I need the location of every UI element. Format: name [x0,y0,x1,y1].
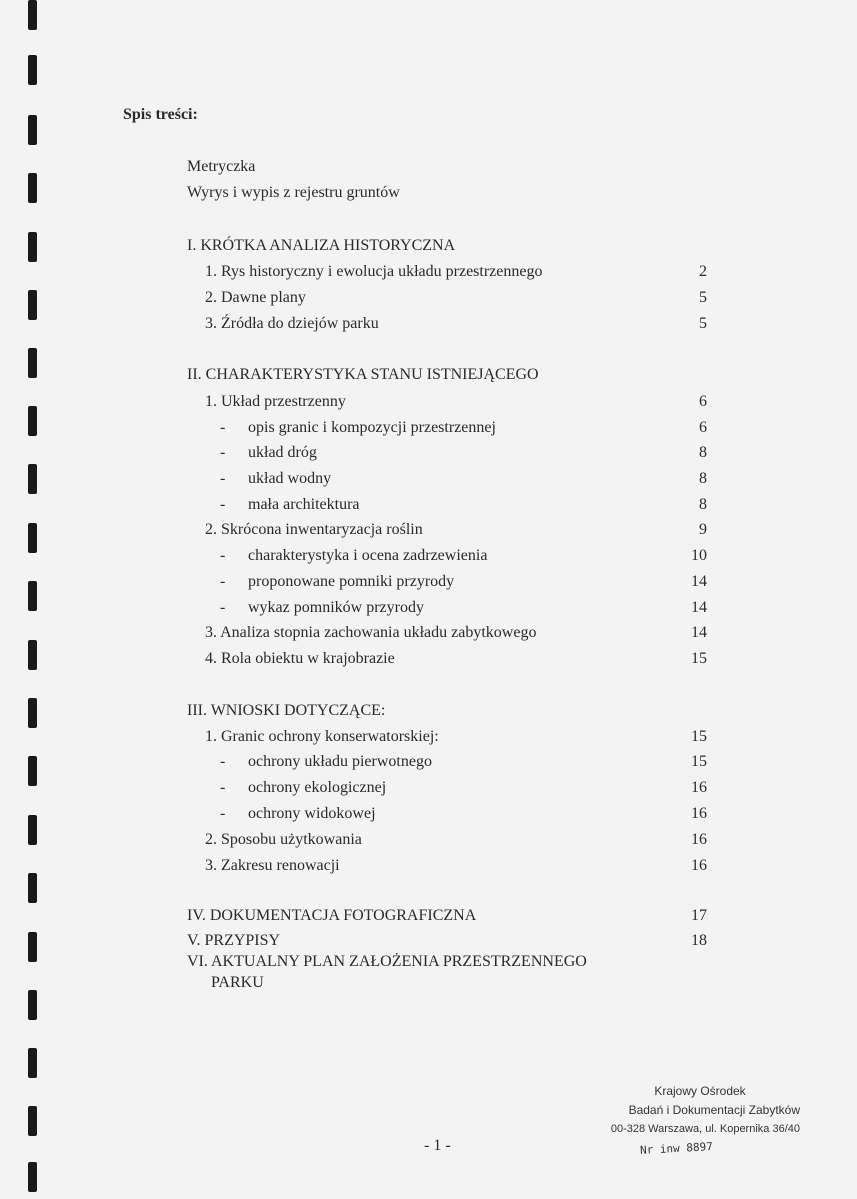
toc-entry [205,830,362,850]
toc-entry [220,778,386,798]
toc-entry-text: I. KRÓTKA ANALIZA HISTORYCZNA [187,237,456,254]
toc-page-number: 16 [691,831,707,848]
toc-entry-text: układ wodny [248,470,332,487]
toc-entry [220,804,376,824]
toc-entry [220,546,487,566]
toc-entry-text: ochrony ekologicznej [248,779,387,796]
toc-page-number: 18 [691,932,707,949]
toc-entry-text: proponowane pomniki przyrody [248,573,455,590]
toc-entry-text: 3. Zakresu renowacji [205,857,340,874]
toc-entry [220,598,424,618]
toc-page-number: 15 [691,650,707,667]
toc-entry [187,906,476,926]
bullet-dash: - [220,753,226,770]
toc-page-number: 17 [691,907,707,924]
stamp-line: Badań i Dokumentacji Zabytków [628,1103,800,1117]
toc-page-number: 5 [699,289,707,306]
binding-holes [28,0,40,1199]
toc-entry [187,952,587,972]
toc-entry-text: 3. Źródła do dziejów parku [205,315,379,332]
toc-entry [205,314,379,334]
bullet-dash: - [220,599,226,616]
toc-page-number: 8 [699,496,707,513]
toc-entry-text: PARKU [211,974,264,991]
intro-item: Wyrys i wypis z rejestru gruntów [187,184,400,201]
toc-entry-text: ochrony układu pierwotnego [248,753,432,770]
toc-entry [205,623,536,643]
bullet-dash: - [220,573,226,590]
toc-page-number: 2 [699,263,707,280]
toc-entry [220,752,432,772]
toc-entry-text: opis granic i kompozycji przestrzennej [248,419,496,436]
toc-page-number: 5 [699,315,707,332]
toc-entry-text: 1. Rys historyczny i ewolucja układu przestrzennego [205,263,543,280]
stamp-line: Krajowy Ośrodek [654,1084,746,1098]
toc-entry [220,572,454,592]
toc-entry-text: V. PRZYPISY [187,932,281,949]
bullet-dash: - [220,444,226,461]
toc-entry [187,236,455,256]
toc-entry-text: 2. Dawne plany [205,289,306,306]
bullet-dash: - [220,419,226,436]
toc-page-number: 14 [691,599,707,616]
toc-page-number: 15 [691,728,707,745]
toc-entry [205,392,346,412]
toc-page-number: 14 [691,573,707,590]
inventory-number: Nr inw 8897 [639,1140,714,1157]
toc-page-number: 6 [699,393,707,410]
toc-entry [205,856,340,876]
toc-entry [205,727,439,747]
toc-entry [187,365,539,385]
toc-entry [220,469,331,489]
toc-entry-text: 1. Układ przestrzenny [205,393,346,410]
toc-page-number: 10 [691,547,707,564]
toc-entry [205,288,306,308]
page-title: Spis treści: [123,106,198,123]
toc-entry [220,495,360,515]
bullet-dash: - [220,779,226,796]
toc-page-number: 16 [691,857,707,874]
toc-entry-text: 4. Rola obiektu w krajobrazie [205,650,395,667]
toc-page-number: 6 [699,419,707,436]
toc-entry-text: 2. Sposobu użytkowania [205,831,362,848]
bullet-dash: - [220,805,226,822]
toc-entry-text: III. WNIOSKI DOTYCZĄCE: [187,702,386,719]
toc-entry-text: 3. Analiza stopnia zachowania układu zabytkowego [205,624,537,641]
toc-entry [220,418,496,438]
stamp-line: 00-328 Warszawa, ul. Kopernika 36/40 [610,1123,800,1135]
intro-item: Metryczka [187,158,256,175]
page-number: - 1 - [424,1137,451,1154]
toc-page-number: 9 [699,521,707,538]
toc-entry-text: 1. Granic ochrony konserwatorskiej: [205,728,439,745]
toc-entry-text: 2. Skrócona inwentaryzacja roślin [205,521,423,538]
toc-entry [187,701,385,721]
toc-entry-text: mała architektura [248,496,360,513]
toc-page-number: 8 [699,444,707,461]
toc-entry-text: VI. AKTUALNY PLAN ZAŁOŻENIA PRZESTRZENNEGO [187,953,587,970]
bullet-dash: - [220,496,226,513]
toc-entry [220,443,317,463]
toc-page-number: 15 [691,753,707,770]
toc-entry [205,649,395,669]
toc-entry [187,931,280,951]
institution-stamp [560,1082,800,1139]
toc-page-number: 14 [691,624,707,641]
toc-entry [211,973,264,993]
toc-page-number: 16 [691,779,707,796]
bullet-dash: - [220,547,226,564]
bullet-dash: - [220,470,226,487]
toc-entry-text: IV. DOKUMENTACJA FOTOGRAFICZNA [187,907,477,924]
toc-entry-text: II. CHARAKTERYSTYKA STANU ISTNIEJĄCEGO [187,366,539,383]
toc-page-number: 16 [691,805,707,822]
toc-entry-text: ochrony widokowej [248,805,376,822]
toc-entry-text: układ dróg [248,444,317,461]
toc-entry [205,262,542,282]
toc-page-number: 8 [699,470,707,487]
toc-entry-text: wykaz pomników przyrody [248,599,424,616]
toc-entry-text: charakterystyka i ocena zadrzewienia [248,547,488,564]
toc-entry [205,520,423,540]
